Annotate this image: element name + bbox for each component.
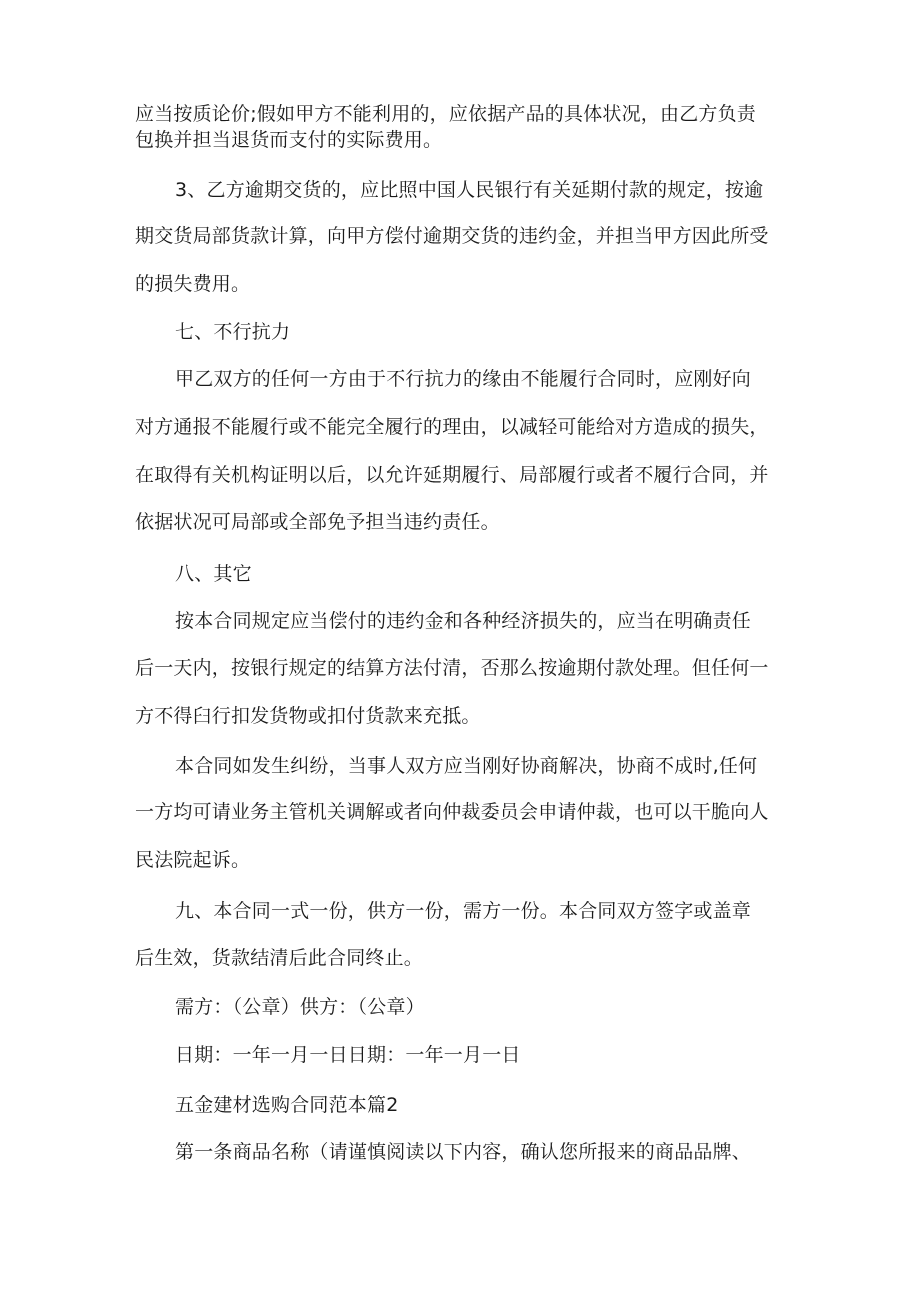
text-line: 本合同如发生纠纷，当事人双方应当刚好协商解决，协商不成时,任何: [175, 755, 758, 777]
text-line: 的损失费用。: [135, 273, 251, 295]
text-line: 对方通报不能履行或不能完全履行的理由，以减轻可能给对方造成的损失，: [135, 416, 769, 438]
text-line: 后一天内，按银行规定的结算方法付清，否那么按逾期付款处理。但任何一: [135, 657, 769, 679]
section-title: 五金建材选购合同范本篇2: [175, 1094, 399, 1116]
text-line: 民法院起诉。: [135, 849, 251, 871]
text-line: 期交货局部货款计算，向甲方偿付逾期交货的违约金，并担当甲方因此所受: [135, 225, 769, 247]
text-line: 方不得臼行扣发货物或扣付货款来充抵。: [135, 705, 481, 727]
section-heading: 八、其它: [175, 563, 252, 585]
section-heading: 七、不行抗力: [175, 321, 291, 343]
text-line: 包换并担当退货而支付的实际费用。: [135, 129, 443, 151]
text-line: 甲乙双方的任何一方由于不行抗力的缘由不能履行合同时，应刚好向: [175, 368, 752, 390]
text-line: 在取得有关机构证明以后，以允许延期履行、局部履行或者不履行合同，并: [135, 464, 769, 486]
text-line: 3、乙方逾期交货的，应比照中国人民银行有关延期付款的规定，按逾: [175, 179, 764, 201]
text-line: 依据状况可局部或全部免予担当违约责任。: [135, 511, 500, 533]
signature-line: 需方：（公章）供方：（公章）: [175, 996, 425, 1018]
text-line: 一方均可请业务主管机关调解或者向仲裁委员会申请仲裁，也可以干脆向人: [135, 801, 769, 823]
text-line: 按本合同规定应当偿付的违约金和各种经济损失的，应当在明确责任: [175, 610, 752, 632]
text-line: 九、本合同一式一份，供方一份，需方一份。本合同双方签字或盖章: [175, 900, 752, 922]
text-line: 后生效，货款结清后此合同终止。: [135, 947, 424, 969]
text-line: 第一条商品名称（请谨慎阅读以下内容，确认您所报来的商品品牌、: [175, 1141, 752, 1163]
text-line: 应当按质论价;假如甲方不能利用的，应依据产品的具体状况，由乙方负责: [135, 103, 757, 125]
date-line: 日期：一年一月一日日期：一年一月一日: [175, 1044, 521, 1066]
